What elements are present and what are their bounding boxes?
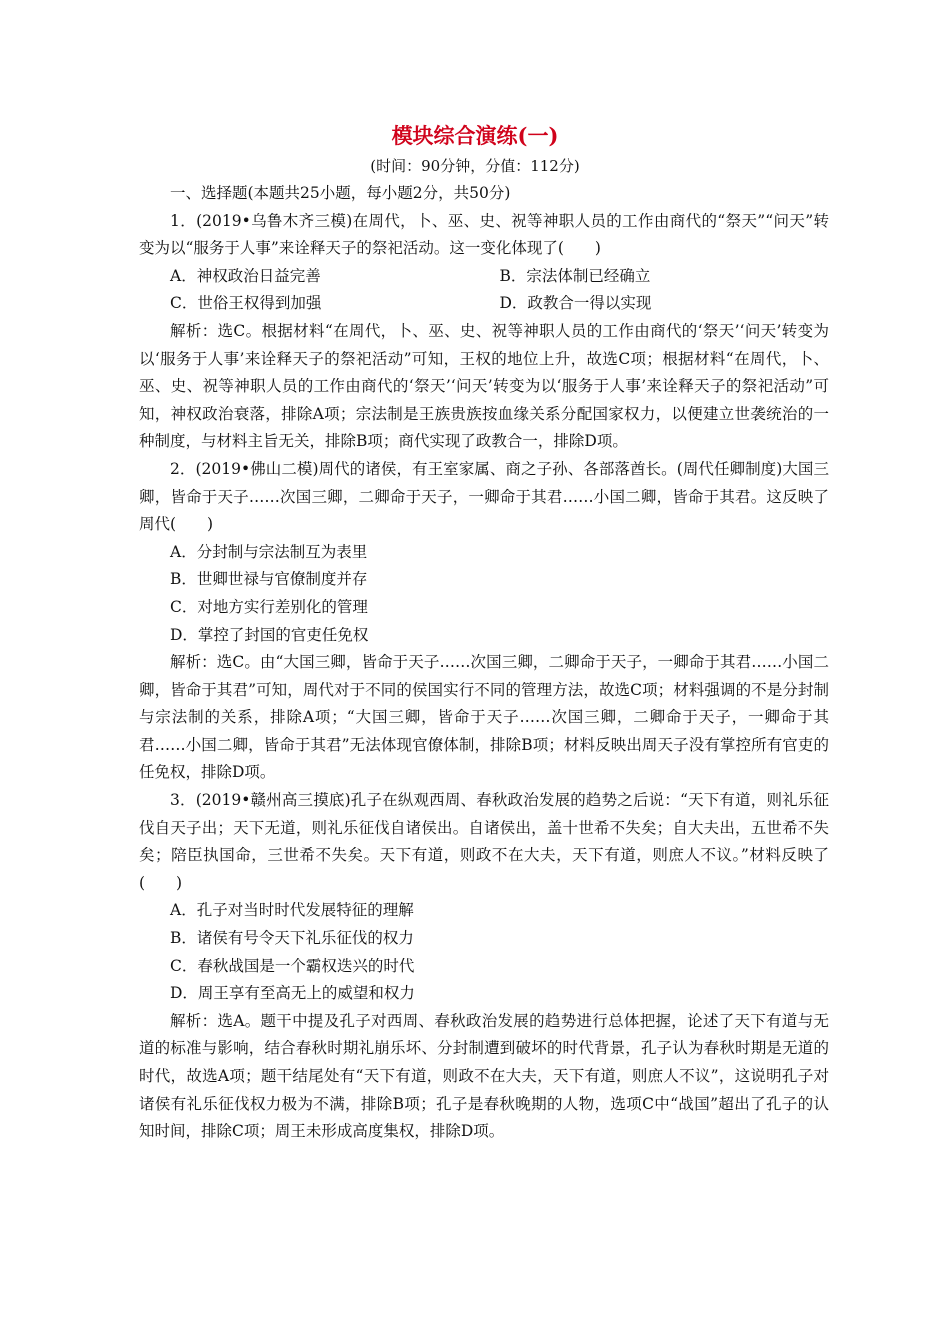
- question-1-stem: 1．(2019•乌鲁木齐三模)在周代，卜、巫、史、祝等神职人员的工作由商代的“祭天”“问天”转变为以“服务于人事”来诠释天子的祭祀活动。这一变化体现了( ): [139, 211, 829, 258]
- question-2-stem: 2．(2019•佛山二模)周代的诸侯，有王室家属、商之子孙、各部落酋长。(周代任卿制度)大国三卿，皆命于天子……次国三卿，二卿命于天子，一卿命于其君……小国二卿，皆命于其君。这反映了周代( ): [139, 459, 829, 534]
- question-1-analysis: 解析：选C。根据材料“在周代，卜、巫、史、祝等神职人员的工作由商代的‘祭天’‘问天’转变为以‘服务于人事’来诠释天子的祭祀活动”可知，王权的地位上升，故选C项；根据材料“在周代，卜、巫、史、祝等神职人员的工作由商代的‘祭天’‘问天’转变为以‘服务于人事’来诠释天子的祭祀活动”可知，神权政治衰落，排除A项；宗法制是王族贵族按血缘关系分配国家权力，以便建立世袭统治的一种制度，与材料主旨无关，排除B项；商代实现了政教合一，排除D项。: [139, 321, 829, 451]
- question-1-option-c: C．世俗王权得到加强: [170, 294, 322, 313]
- question-1-option-a: A．神权政治日益完善: [170, 266, 321, 285]
- question-3-option-b: B．诸侯有号令天下礼乐征伐的权力: [170, 929, 414, 948]
- question-3-analysis: 解析：选A。题干中提及孔子对西周、春秋政治发展的趋势进行总体把握，论述了天下有道与无道的标准与影响，结合春秋时期礼崩乐坏、分封制遭到破坏的时代背景，孔子认为春秋时期是无道的时代，故选A项；题干结尾处有“天下有道，则政不在大夫，天下有道，则庶人不议”，这说明孔子对诸侯有礼乐征伐权力极为不满，排除B项；孔子是春秋晚期的人物，选项C中“战国”超出了孔子的认知时间，排除C项；周王未形成高度集权，排除D项。: [139, 1011, 829, 1141]
- question-1-options-row-1: [139, 263, 829, 291]
- question-1-options-row-2: [139, 290, 829, 318]
- question-1-option-d: D．政教合一得以实现: [499, 294, 652, 313]
- question-1-option-b: B．宗法体制已经确立: [499, 266, 651, 285]
- question-2-option-c: C．对地方实行差别化的管理: [170, 597, 368, 616]
- question-2-option-d: D．掌控了封国的官吏任免权: [170, 625, 369, 644]
- question-3-stem: 3．(2019•赣州高三摸底)孔子在纵观西周、春秋政治发展的趋势之后说：“天下有道，则礼乐征伐自天子出；天下无道，则礼乐征伐自诸侯出。自诸侯出，盖十世希不失矣；自大夫出，五世希不失矣；陪臣执国命，三世希不失矣。天下有道，则政不在大夫，天下有道，则庶人不议。”材料反映了( ): [139, 791, 829, 892]
- question-2-option-a: A．分封制与宗法制互为表里: [170, 542, 368, 561]
- question-3-option-c: C．春秋战国是一个霸权迭兴的时代: [170, 956, 415, 975]
- exam-info: (时间：90分钟，分值：112分): [370, 157, 580, 175]
- question-2-option-b: B．世卿世禄与官僚制度并存: [170, 570, 368, 589]
- question-3-option-a: A．孔子对当时时代发展特征的理解: [170, 901, 414, 920]
- question-3-option-d: D．周王享有至高无上的威望和权力: [170, 984, 415, 1003]
- document-body: [139, 180, 829, 1146]
- question-2-analysis: 解析：选C。由“大国三卿，皆命于天子……次国三卿，二卿命于天子，一卿命于其君……小国二卿，皆命于其君”可知，周代对于不同的侯国实行不同的管理方法，故选C项；材料强调的不是分封制与宗法制的关系，排除A项；“大国三卿，皆命于天子……次国三卿，二卿命于天子，一卿命于其君……小国二卿，皆命于其君”无法体现官僚体制，排除B项；材料反映出周天子没有掌控所有官吏的任免权，排除D项。: [139, 653, 829, 782]
- section-heading: 一、选择题(本题共25小题，每小题2分，共50分): [170, 184, 511, 202]
- page-title: 模块综合演练(一): [391, 123, 559, 148]
